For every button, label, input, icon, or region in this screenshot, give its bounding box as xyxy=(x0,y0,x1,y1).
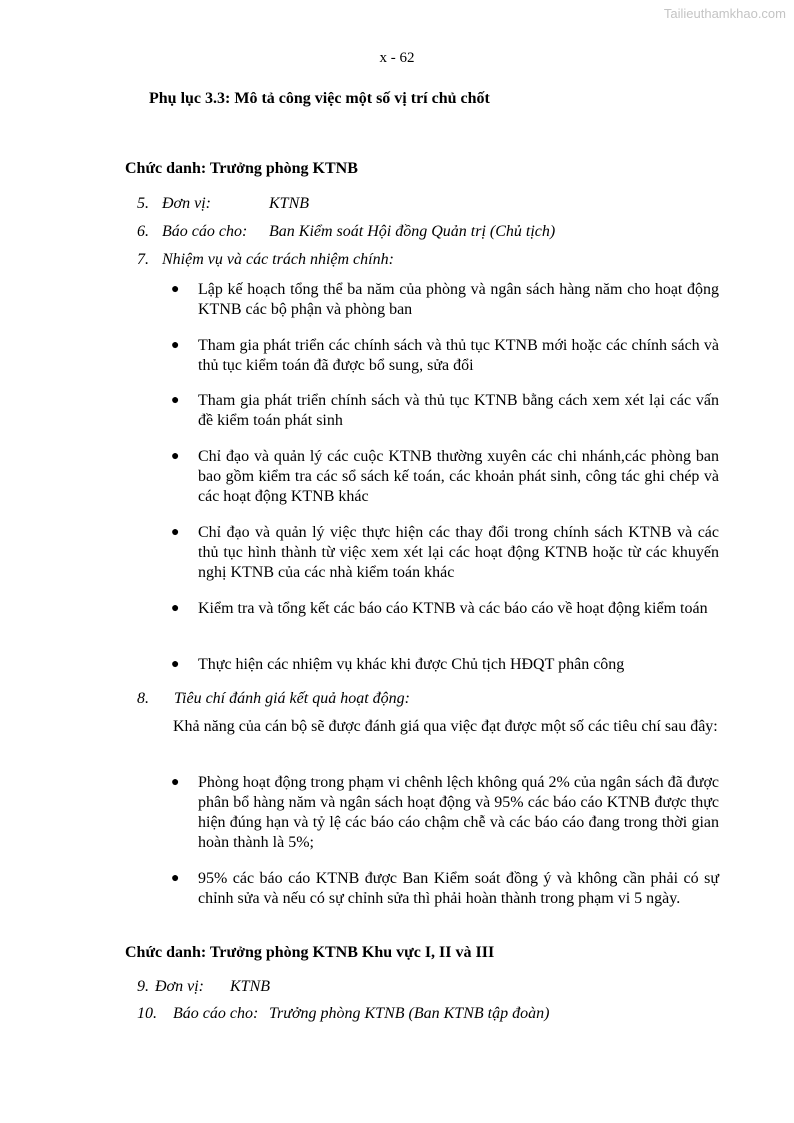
section-title-1: Chức danh: Trưởng phòng KTNB xyxy=(125,160,358,177)
list-item xyxy=(173,599,719,619)
bullet-icon: ● xyxy=(171,393,180,408)
item-number: 10. xyxy=(137,1005,157,1022)
list-item-text: Tham gia phát triển các chính sách và thủ tục KTNB mới hoặc các chính sách và thủ tục kiểm toán đã được bổ sung, sửa đổi xyxy=(198,337,719,374)
list-item xyxy=(173,655,719,675)
bullet-icon: ● xyxy=(171,282,180,297)
bullet-icon: ● xyxy=(171,525,180,540)
list-item xyxy=(173,336,719,376)
item-value: Trưởng phòng KTNB (Ban KTNB tập đoàn) xyxy=(269,1005,550,1022)
list-item-text: Chỉ đạo và quản lý việc thực hiện các thay đổi trong chính sách KTNB và các thủ tục hình thành từ việc xem xét lại các hoạt động KTNB hoặc từ các khuyến nghị KTNB của các nhà kiểm toán khác xyxy=(198,524,719,581)
list-item-text: Kiểm tra và tổng kết các báo cáo KTNB và các báo cáo về hoạt động kiểm toán xyxy=(198,600,708,617)
bullet-icon: ● xyxy=(171,871,180,886)
list-item xyxy=(173,523,719,583)
list-item-text: Chỉ đạo và quản lý các cuộc KTNB thường xuyên các chi nhánh,các phòng ban bao gồm kiểm tra các sổ sách kế toán, các khoản phát sinh, công tác ghi chép và các hoạt động KTNB khác xyxy=(198,448,719,505)
list-item-text: Lập kế hoạch tổng thể ba năm của phòng và ngân sách hàng năm cho hoạt động KTNB các bộ phận và phòng ban xyxy=(198,281,719,318)
list-item xyxy=(173,391,719,431)
bullet-icon: ● xyxy=(171,449,180,464)
item-number: 9. xyxy=(137,978,149,995)
criteria-intro: Khả năng của cán bộ sẽ được đánh giá qua việc đạt được một số các tiêu chí sau đây: xyxy=(173,718,718,735)
bullet-icon: ● xyxy=(171,338,180,353)
item-number: 7. xyxy=(137,251,149,268)
item-10-report-to xyxy=(137,1005,549,1023)
item-7-duties xyxy=(137,251,394,269)
item-number: 5. xyxy=(137,195,149,212)
item-label: Báo cáo cho: xyxy=(162,223,248,240)
bullet-icon: ● xyxy=(171,775,180,790)
list-item-text: Tham gia phát triển chính sách và thủ tục KTNB bằng cách xem xét lại các vấn đề kiểm toán phát sinh xyxy=(198,392,719,429)
list-item xyxy=(173,447,719,507)
item-label: Tiêu chí đánh giá kết quả hoạt động: xyxy=(174,690,410,707)
list-item xyxy=(173,773,719,853)
appendix-title: Phụ lục 3.3: Mô tả công việc một số vị trí chủ chốt xyxy=(149,90,490,107)
item-8-criteria xyxy=(137,690,410,708)
bullet-icon: ● xyxy=(171,601,180,616)
item-value: KTNB xyxy=(269,195,310,212)
list-item xyxy=(173,869,719,909)
list-item-text: Phòng hoạt động trong phạm vi chênh lệch không quá 2% của ngân sách đã được phân bổ hàng năm và ngân sách hoạt động và 95% các báo cáo KTNB được thực hiện đúng hạn và tỷ lệ các báo cáo chậm chễ và các báo cáo đang trong thời gian hoàn thành là 5%; xyxy=(198,774,719,851)
section-title-2: Chức danh: Trưởng phòng KTNB Khu vực I, II và III xyxy=(125,944,495,961)
list-item xyxy=(173,280,719,320)
item-9-unit xyxy=(137,978,270,996)
item-6-report-to xyxy=(137,223,555,241)
list-item-text: 95% các báo cáo KTNB được Ban Kiểm soát đồng ý và không cần phải có sự chỉnh sửa và nếu có sự chỉnh sửa thì phải hoàn thành trong phạm vi 5 ngày. xyxy=(198,870,719,907)
item-label: Đơn vị: xyxy=(162,195,211,212)
list-item-text: Thực hiện các nhiệm vụ khác khi được Chủ tịch HĐQT phân công xyxy=(198,656,625,673)
item-label: Báo cáo cho: xyxy=(173,1005,259,1022)
watermark: Tailieuthamkhao.com xyxy=(663,6,786,21)
item-value: Ban Kiểm soát Hội đồng Quản trị (Chủ tịch) xyxy=(269,223,556,240)
item-value: KTNB xyxy=(230,978,271,995)
item-label: Đơn vị: xyxy=(155,978,204,995)
item-5-unit xyxy=(137,195,309,213)
item-number: 6. xyxy=(137,223,149,240)
item-label: Nhiệm vụ và các trách nhiệm chính: xyxy=(162,251,394,268)
page-number: x - 62 xyxy=(379,50,415,66)
bullet-icon: ● xyxy=(171,657,180,672)
item-number: 8. xyxy=(137,690,149,707)
